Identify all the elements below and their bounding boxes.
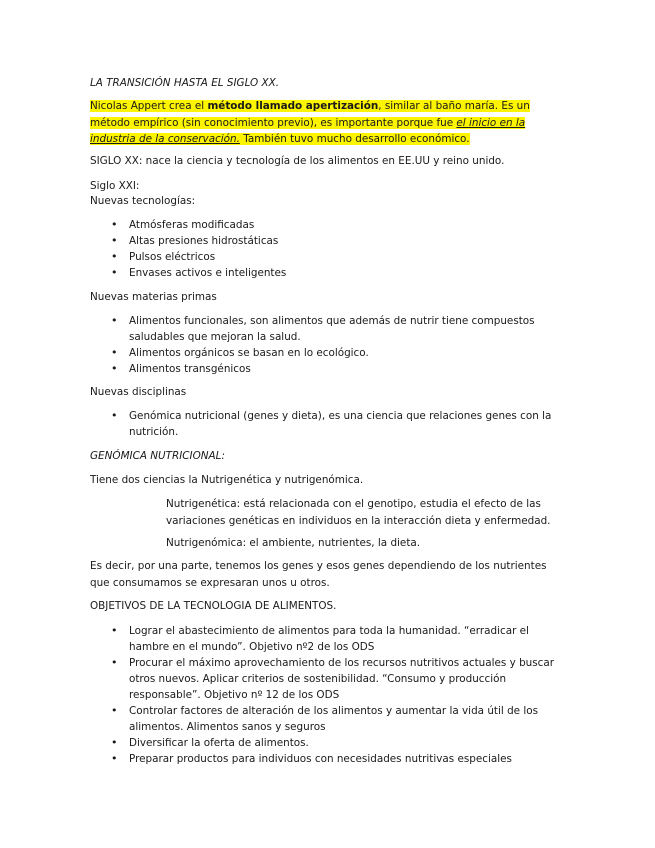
paragraph-siglo-xx: SIGLO XX: nace la ciencia y tecnología de los alimentos en EE.UU y reino unido.: [90, 155, 505, 167]
paragraph-nutrigenomica: Nutrigenómica: el ambiente, nutrientes, la dieta.: [166, 537, 421, 549]
list-item: • Alimentos orgánicos se basan en lo ecológico.: [108, 345, 568, 361]
paragraph-nutrigenetica: Nutrigenética: está relacionada con el genotipo, estudia el efecto de las variaciones genéticas en individuos en la interacción dieta y enfermedad.: [166, 498, 551, 527]
list-item: • Envases activos e inteligentes: [108, 265, 568, 281]
list-nuevas-disciplinas: [108, 408, 568, 440]
paragraph-appert: [90, 98, 565, 148]
list-item: • Controlar factores de alteración de los alimentos y aumentar la vida útil de los alimentos. Alimentos sanos y seguros: [108, 703, 568, 735]
appert-bold: método llamado apertización: [207, 100, 379, 112]
list-item: • Altas presiones hidrostáticas: [108, 233, 568, 249]
section-title-transicion: LA TRANSICIÓN HASTA EL SIGLO XX.: [90, 77, 280, 89]
list-item: • Lograr el abastecimiento de alimentos para toda la humanidad. “erradicar el hambre en el mundo”. Objetivo nº2 de los ODS: [108, 623, 568, 655]
heading-siglo-xxi: Siglo XXI:: [90, 180, 140, 192]
section-title-genomica: GENÓMICA NUTRICIONAL:: [90, 450, 225, 462]
list-item: • Diversificar la oferta de alimentos.: [108, 735, 568, 751]
heading-nuevas-materias: Nuevas materias primas: [90, 291, 217, 303]
list-item: • Pulsos eléctricos: [108, 249, 568, 265]
list-item: • Alimentos funcionales, son alimentos que además de nutrir tiene compuestos saludables que mejoran la salud.: [108, 313, 568, 345]
appert-text-c: También tuvo mucho desarrollo económico.: [239, 133, 470, 145]
appert-text-a: Nicolas Appert crea el: [90, 100, 208, 112]
list-item: • Procurar el máximo aprovechamiento de los recursos nutritivos actuales y buscar otros nuevos. Aplicar criterios de sostenibilidad. “Consumo y producción responsable”. Objetivo nº 12 de los ODS: [108, 655, 568, 703]
list-item: • Genómica nutricional (genes y dieta), es una ciencia que relaciones genes con la nutrición.: [108, 408, 568, 440]
list-item: • Alimentos transgénicos: [108, 361, 568, 377]
list-nuevas-tecnologias: [108, 217, 568, 281]
list-item: • Preparar productos para individuos con necesidades nutritivas especiales: [108, 751, 568, 767]
heading-nuevas-tecnologias: Nuevas tecnologías:: [90, 195, 196, 207]
list-nuevas-materias: [108, 313, 568, 377]
appert-underline: el inicio en la industria de la conservación.: [90, 116, 526, 145]
paragraph-es-decir: Es decir, por una parte, tenemos los genes y esos genes dependiendo de los nutrientes que consumamos se expresaran unos u otros.: [90, 560, 547, 589]
list-item: • Atmósferas modificadas: [108, 217, 568, 233]
appert-text-b: , similar al baño maría. Es un método empírico (sin conocimiento previo), es importante porque fue: [90, 100, 530, 129]
list-objetivos: [108, 623, 568, 767]
heading-objetivos: OBJETIVOS DE LA TECNOLOGIA DE ALIMENTOS.: [90, 600, 337, 612]
heading-nuevas-disciplinas: Nuevas disciplinas: [90, 386, 187, 398]
paragraph-dos-ciencias: Tiene dos ciencias la Nutrigenética y nutrigenómica.: [90, 474, 364, 486]
